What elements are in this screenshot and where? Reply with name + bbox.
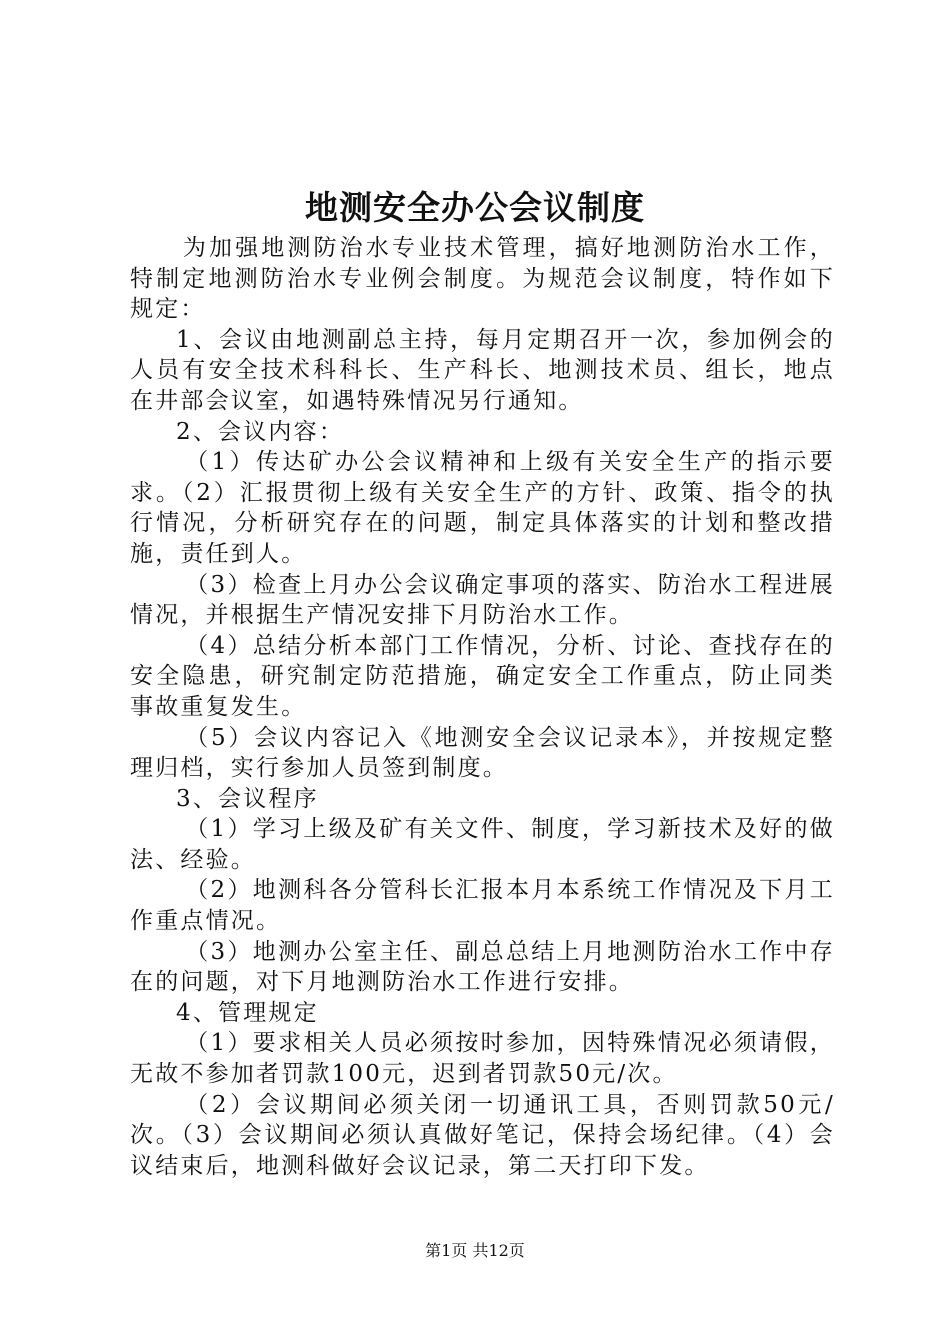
page-number-footer: 第1页 共12页 (425, 1241, 525, 1260)
document-title: 地测安全办公会议制度 (305, 188, 645, 227)
paragraph-section-2-heading: 2、会议内容： (176, 418, 345, 445)
paragraph-content-5: （5）会议内容记入《地测安全会议记录本》，并按规定整理归档，实行参加人员签到制度。 (130, 724, 835, 782)
paragraph-section-3-heading: 3、会议程序 (176, 785, 319, 812)
paragraph-procedure-2: （2）地测科各分管科长汇报本月本系统工作情况及下月工作重点情况。 (130, 877, 835, 935)
paragraph-section-4-heading: 4、管理规定 (176, 999, 319, 1026)
paragraph-procedure-3: （3）地测办公室主任、副总总结上月地测防治水工作中存在的问题，对下月地测防治水工作进行安排。 (130, 938, 835, 996)
paragraph-intro: 为加强地测防治水专业技术管理，搞好地测防治水工作，特制定地测防治水专业例会制度。为规范会议制度，特作如下规定： (130, 235, 835, 323)
paragraph-content-1-2: （1）传达矿办公会议精神和上级有关安全生产的指示要求。（2）汇报贯彻上级有关安全生产的方针、政策、指令的执行情况，分析研究存在的问题，制定具体落实的计划和整改措施，责任到人。 (130, 449, 835, 567)
paragraph-content-4: （4）总结分析本部门工作情况，分析、讨论、查找存在的安全隐患，研究制定防范措施，确定安全工作重点，防止同类事故重复发生。 (130, 632, 835, 720)
document-body (130, 233, 835, 1181)
paragraph-content-3: （3）检查上月办公会议确定事项的落实、防治水工程进展情况，并根据生产情况安排下月防治水工作。 (130, 571, 835, 629)
paragraph-procedure-1: （1）学习上级及矿有关文件、制度，学习新技术及好的做法、经验。 (130, 816, 835, 873)
paragraph-section-1: 1、会议由地测副总主持，每月定期召开一次，参加例会的人员有安全技术科科长、生产科长、地测技术员、组长，地点在井部会议室，如遇特殊情况另行通知。 (130, 326, 835, 414)
paragraph-rule-2-4: （2）会议期间必须关闭一切通讯工具，否则罚款50元/次。（3）会议期间必须认真做好笔记，保持会场纪律。（4）会议结束后，地测科做好会议记录，第二天打印下发。 (130, 1091, 835, 1179)
paragraph-rule-1: （1）要求相关人员必须按时参加，因特殊情况必须请假，无故不参加者罚款100元，迟到者罚款50元/次。 (130, 1030, 835, 1088)
